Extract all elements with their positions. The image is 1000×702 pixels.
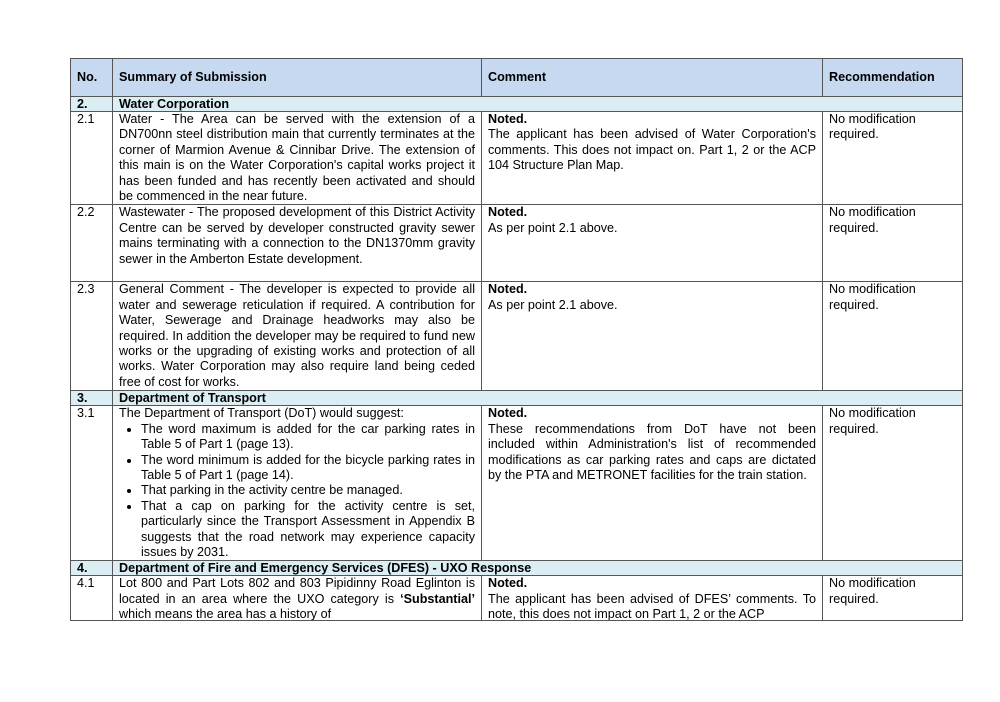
header-comment: Comment — [482, 59, 823, 97]
comment-cell — [482, 205, 823, 282]
list-item: • The word minimum is added for the bicycle parking rates in Table 5 of Part 1 (page 14). — [141, 453, 475, 484]
comment-cell — [482, 112, 823, 205]
row-number: 2.1 — [71, 112, 113, 205]
section-title: Water Corporation — [113, 97, 963, 112]
recommendation-text: No modification required. — [829, 576, 916, 606]
header-summary: Summary of Submission — [113, 59, 482, 97]
section-number: 4. — [71, 561, 113, 576]
section-title: Department of Fire and Emergency Services (DFES) - UXO Response — [113, 561, 963, 576]
row-number: 2.3 — [71, 282, 113, 391]
comment-text: As per point 2.1 above. — [488, 220, 618, 235]
header-no: No. — [71, 59, 113, 97]
table-row — [71, 576, 963, 621]
table-row — [71, 282, 963, 391]
row-number: 2.2 — [71, 205, 113, 282]
table-row — [71, 112, 963, 205]
summary-text-start: Lot 800 and Part Lots 802 and 803 Pipidinny Road Eglinton is located in an area where the UXO category is — [119, 576, 475, 606]
summary-cell: Wastewater - The proposed development of this District Activity Centre can be served by developer constructed gravity sewer mains terminating with a connection to the DN1370mm gravity sewer in the Amberton Estate development. — [113, 205, 482, 282]
section-row-water-corporation — [71, 97, 963, 112]
section-row-dfes — [71, 561, 963, 576]
comment-cell — [482, 406, 823, 561]
summary-text-end: which means the area has a history of — [119, 607, 332, 621]
uxo-category: ‘Substantial’ — [400, 591, 475, 606]
header-recommendation: Recommendation — [823, 59, 963, 97]
submissions-table — [70, 58, 963, 621]
table-row — [71, 406, 963, 561]
recommendation-cell: No modification required. — [823, 112, 963, 205]
table-row — [71, 205, 963, 282]
summary-cell — [113, 576, 482, 621]
summary-cell — [113, 406, 482, 561]
summary-cell: General Comment - The developer is expected to provide all water and sewerage reticulation if required. A contribution for Water, Sewerage and Drainage headworks may also be required. In addition the developer may be required to fund new works or the upgrading of existing works and protection of all works. Water Corporation may also require land being ceded free of cost for works. — [113, 282, 482, 391]
recommendation-cell: No modification required. — [823, 205, 963, 282]
recommendation-cell: No modification required. — [823, 406, 963, 561]
summary-cell: Water - The Area can be served with the extension of a DN700nn steel distribution main that currently terminates at the corner of Marmion Avenue & Cinnibar Drive. The extension of this main is on the Water Corporation's capital works project it has been funded and has recently been activated and should be commenced in the near future. — [113, 112, 482, 205]
comment-text: These recommendations from DoT have not been included within Administration's list of recommended modifications as car parking rates and caps are dictated by the PTA and METRONET facilities for the train station. — [488, 421, 816, 482]
comment-text: The applicant has been advised of Water Corporation's comments. This does not impact on. Part 1, 2 or the ACP 104 Structure Plan Map. — [488, 127, 816, 173]
comment-lead: Noted. — [488, 282, 528, 297]
list-item: • The word maximum is added for the car parking rates in Table 5 of Part 1 (page 13). — [141, 422, 475, 453]
comment-cell — [482, 282, 823, 391]
section-row-department-of-transport — [71, 391, 963, 406]
section-number: 2. — [71, 97, 113, 112]
section-number: 3. — [71, 391, 113, 406]
list-item: • That a cap on parking for the activity centre is set, particularly since the Transport Assessment in Appendix B suggests that the road network may experience capacity issues by 2031. — [141, 499, 475, 561]
section-title: Department of Transport — [113, 391, 963, 406]
comment-lead: Noted. — [488, 205, 528, 220]
list-item: • That parking in the activity centre be managed. — [141, 483, 475, 498]
summary-intro: The Department of Transport (DoT) would suggest: — [119, 406, 404, 421]
row-number: 3.1 — [71, 406, 113, 561]
header-row — [71, 59, 963, 97]
comment-text: As per point 2.1 above. — [488, 297, 618, 312]
comment-lead: Noted. — [488, 576, 528, 591]
recommendation-cell — [823, 576, 963, 621]
comment-lead: Noted. — [488, 112, 528, 126]
comment-lead: Noted. — [488, 406, 528, 421]
row-number: 4.1 — [71, 576, 113, 621]
suggestion-list — [119, 422, 475, 561]
comment-cell — [482, 576, 823, 621]
comment-text: The applicant has been advised of DFES’ comments. To note, this does not impact on Part 1, 2 or the ACP — [488, 591, 816, 621]
recommendation-cell: No modification required. — [823, 282, 963, 391]
